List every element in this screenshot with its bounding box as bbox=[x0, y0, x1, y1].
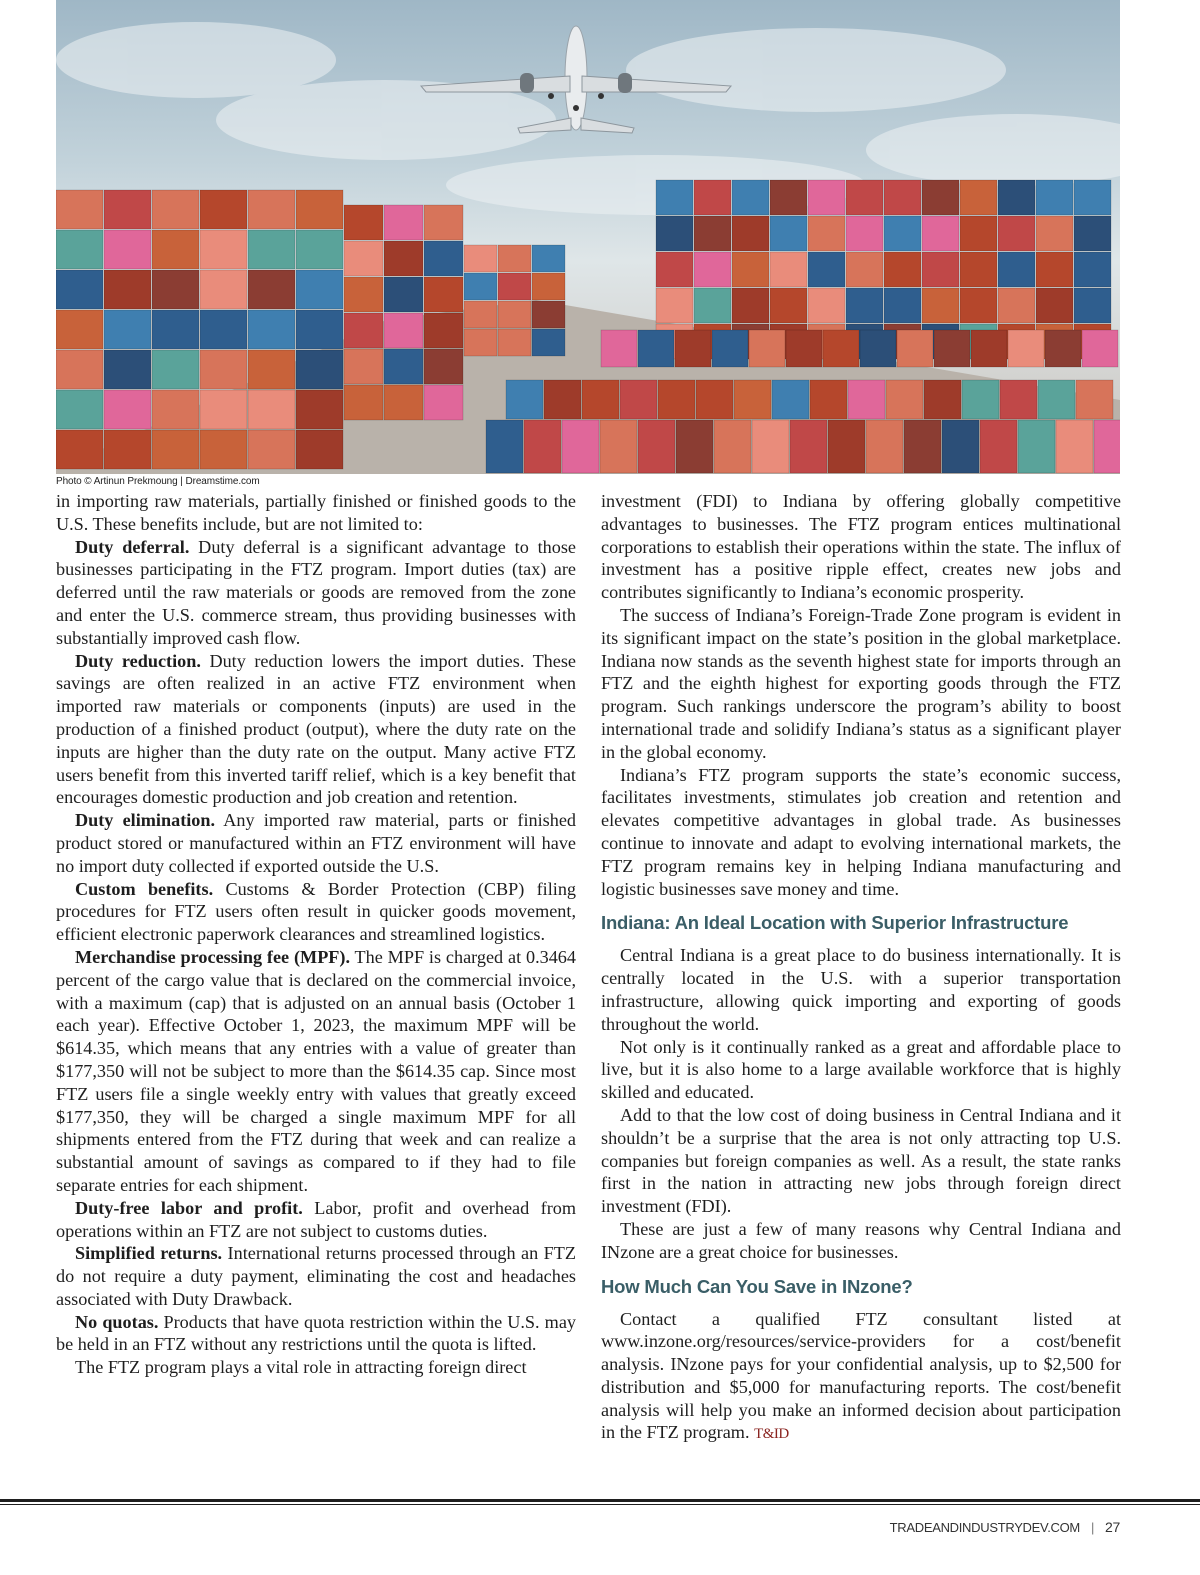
shipping-container bbox=[104, 270, 151, 309]
shipping-container bbox=[296, 390, 343, 429]
benefit-duty-free-labor bbox=[56, 1197, 576, 1243]
shipping-container bbox=[152, 230, 199, 269]
shipping-container bbox=[152, 430, 199, 469]
shipping-container bbox=[846, 252, 883, 287]
shipping-container bbox=[922, 252, 959, 287]
shipping-container bbox=[770, 216, 807, 251]
footer-rule-thin bbox=[0, 1504, 1200, 1505]
location-paragraph: Central Indiana is a great place to do business internationally. It is centrally located in the U.S. with a superior transportation infrastructure, allowing quick importing and exporting of goods throughout the world. bbox=[601, 945, 1121, 1034]
shipping-container bbox=[1074, 288, 1111, 323]
shipping-container bbox=[424, 277, 463, 312]
shipping-container bbox=[808, 288, 845, 323]
shipping-container bbox=[532, 301, 565, 328]
fdi-paragraph: investment (FDI) to Indiana by offering globally competitive advantages to businesses. The FTZ program entices multinational corporations to establish their operations within the state. The influx of investment has a positive ripple effect, creates new jobs and contributes significantly to Indiana’s economic prosperity. bbox=[601, 491, 1121, 603]
shipping-container bbox=[296, 270, 343, 309]
shipping-container bbox=[770, 252, 807, 287]
shipping-container bbox=[248, 390, 295, 429]
shipping-container bbox=[562, 420, 599, 473]
shipping-container bbox=[732, 180, 769, 215]
shipping-container bbox=[960, 288, 997, 323]
shipping-container bbox=[582, 380, 619, 419]
shipping-container bbox=[384, 385, 423, 420]
shipping-container bbox=[960, 252, 997, 287]
footer-separator: | bbox=[1090, 1520, 1095, 1535]
shipping-container bbox=[424, 349, 463, 384]
shipping-container bbox=[498, 273, 531, 300]
shipping-container bbox=[846, 216, 883, 251]
shipping-container bbox=[884, 180, 921, 215]
contact-paragraph bbox=[601, 1308, 1121, 1447]
shipping-container bbox=[344, 313, 383, 348]
benefit-no-quotas bbox=[56, 1311, 576, 1357]
right-column bbox=[601, 490, 1121, 1446]
shipping-container bbox=[848, 380, 885, 419]
shipping-container bbox=[897, 330, 933, 367]
shipping-container bbox=[424, 313, 463, 348]
benefit-text: Labor, profit and overhead from operations within an FTZ are not subject to customs duties. bbox=[56, 1197, 576, 1241]
hero-photo bbox=[56, 0, 1120, 474]
shipping-container bbox=[676, 420, 713, 473]
shipping-container bbox=[942, 420, 979, 473]
shipping-container bbox=[732, 216, 769, 251]
benefit-duty-deferral bbox=[56, 536, 576, 650]
shipping-container bbox=[152, 390, 199, 429]
shipping-container bbox=[506, 380, 543, 419]
benefit-mpf bbox=[56, 946, 576, 1197]
shipping-container bbox=[296, 230, 343, 269]
shipping-container bbox=[344, 241, 383, 276]
shipping-container bbox=[884, 252, 921, 287]
photo-credit: Photo © Artinun Prekmoung | Dreamstime.com bbox=[56, 476, 260, 487]
shipping-container bbox=[971, 330, 1007, 367]
shipping-container bbox=[601, 330, 637, 367]
shipping-container bbox=[1036, 180, 1073, 215]
shipping-container bbox=[344, 205, 383, 240]
shipping-container bbox=[498, 329, 531, 356]
section-heading-savings: How Much Can You Save in INzone? bbox=[601, 1275, 913, 1297]
shipping-container bbox=[638, 330, 674, 367]
shipping-container bbox=[658, 380, 695, 419]
success-paragraph: The success of Indiana’s Foreign-Trade Zone program is evident in its significant impact on the state’s position in the global marketplace. Indiana now stands as the seventh highest state for imports through an FTZ and the eighth highest for exporting goods through the FTZ program. Such rankings underscore the program’s ability to boost international trade and solidify Indiana’s status as a significant player in the global economy. bbox=[601, 604, 1121, 762]
shipping-container bbox=[656, 252, 693, 287]
shipping-container bbox=[860, 330, 896, 367]
shipping-container bbox=[656, 216, 693, 251]
shipping-container bbox=[749, 330, 785, 367]
shipping-container bbox=[200, 310, 247, 349]
shipping-container bbox=[104, 350, 151, 389]
shipping-container bbox=[960, 180, 997, 215]
benefit-custom-benefits bbox=[56, 878, 576, 946]
shipping-container bbox=[464, 329, 497, 356]
shipping-container bbox=[152, 270, 199, 309]
benefit-title: No quotas. bbox=[75, 1311, 159, 1332]
shipping-container bbox=[675, 330, 711, 367]
shipping-container bbox=[960, 216, 997, 251]
shipping-container bbox=[200, 190, 247, 229]
shipping-container bbox=[152, 310, 199, 349]
contact-text: Contact a qualified FTZ consultant listed at www.inzone.org/resources/service-providers for a cost/benefit analysis. INzone pays for your confidential analysis, up to $2,500 for distribution and $5,000 for manufacturing reports. The cost/benefit analysis will help you make an informed decision about participation in the FTZ program. bbox=[601, 1308, 1121, 1443]
shipping-container bbox=[886, 380, 923, 419]
benefit-duty-reduction bbox=[56, 650, 576, 810]
shipping-container bbox=[694, 216, 731, 251]
shipping-container bbox=[770, 288, 807, 323]
shipping-container bbox=[846, 288, 883, 323]
shipping-container bbox=[486, 420, 523, 473]
shipping-container bbox=[532, 273, 565, 300]
shipping-container bbox=[384, 277, 423, 312]
shipping-container bbox=[464, 301, 497, 328]
end-mark: T&ID bbox=[754, 1426, 789, 1443]
shipping-container bbox=[770, 180, 807, 215]
benefit-text: Products that have quota restriction within the U.S. may be held in an FTZ without any restrictions until the quota is lifted. bbox=[56, 1311, 576, 1355]
shipping-container bbox=[248, 350, 295, 389]
shipping-container bbox=[56, 390, 103, 429]
section-heading-location: Indiana: An Ideal Location with Superior Infrastructure bbox=[601, 912, 1069, 934]
shipping-container bbox=[922, 180, 959, 215]
shipping-container bbox=[656, 288, 693, 323]
shipping-container bbox=[104, 430, 151, 469]
benefit-title: Merchandise processing fee (MPF). bbox=[75, 946, 351, 967]
shipping-container bbox=[200, 430, 247, 469]
shipping-container bbox=[200, 350, 247, 389]
shipping-container bbox=[808, 180, 845, 215]
shipping-container bbox=[384, 349, 423, 384]
closing-paragraph: The FTZ program plays a vital role in attracting foreign direct bbox=[75, 1357, 527, 1378]
left-column bbox=[56, 490, 576, 1379]
shipping-container bbox=[790, 420, 827, 473]
shipping-container bbox=[248, 230, 295, 269]
benefit-title: Simplified returns. bbox=[75, 1243, 223, 1264]
shipping-container bbox=[248, 310, 295, 349]
shipping-container bbox=[846, 180, 883, 215]
shipping-container bbox=[104, 310, 151, 349]
benefit-text: Any imported raw material, parts or finished product stored or manufactured within an FTZ environment will have no import duty collected if exported outside the U.S. bbox=[56, 810, 576, 876]
shipping-container bbox=[823, 330, 859, 367]
footer-site: TRADEANDINDUSTRYDEV.COM bbox=[889, 1520, 1080, 1535]
shipping-container bbox=[998, 288, 1035, 323]
port-scene-illustration bbox=[56, 0, 1120, 474]
shipping-container bbox=[296, 350, 343, 389]
shipping-container bbox=[1094, 420, 1120, 473]
shipping-container bbox=[296, 310, 343, 349]
shipping-container bbox=[1018, 420, 1055, 473]
shipping-container bbox=[1056, 420, 1093, 473]
benefit-title: Custom benefits. bbox=[75, 878, 214, 899]
shipping-container bbox=[998, 180, 1035, 215]
footer-rule-thick bbox=[0, 1499, 1200, 1502]
shipping-container bbox=[296, 430, 343, 469]
shipping-container bbox=[934, 330, 970, 367]
shipping-container bbox=[600, 420, 637, 473]
shipping-container bbox=[56, 310, 103, 349]
shipping-container bbox=[464, 273, 497, 300]
shipping-container bbox=[498, 245, 531, 272]
shipping-container bbox=[734, 380, 771, 419]
shipping-container bbox=[866, 420, 903, 473]
shipping-container bbox=[904, 420, 941, 473]
benefit-title: Duty deferral. bbox=[75, 536, 190, 557]
shipping-container bbox=[544, 380, 581, 419]
shipping-container bbox=[732, 252, 769, 287]
shipping-container bbox=[922, 288, 959, 323]
shipping-container bbox=[922, 216, 959, 251]
shipping-container bbox=[1074, 216, 1111, 251]
benefit-title: Duty-free labor and profit. bbox=[75, 1197, 303, 1218]
shipping-container bbox=[532, 245, 565, 272]
benefit-text: Customs & Border Protection (CBP) filing procedures for FTZ users often result in quicker goods movement, efficient electronic paperwork clearances and streamlined logistics. bbox=[56, 878, 577, 945]
shipping-container bbox=[424, 205, 463, 240]
shipping-container bbox=[1045, 330, 1081, 367]
shipping-container bbox=[384, 313, 423, 348]
shipping-container bbox=[152, 350, 199, 389]
shipping-container bbox=[56, 190, 103, 229]
shipping-container bbox=[1082, 330, 1118, 367]
shipping-container bbox=[104, 230, 151, 269]
shipping-container bbox=[924, 380, 961, 419]
shipping-container bbox=[296, 190, 343, 229]
shipping-container bbox=[772, 380, 809, 419]
shipping-container bbox=[714, 420, 751, 473]
shipping-container bbox=[1038, 380, 1075, 419]
shipping-container bbox=[884, 216, 921, 251]
shipping-container bbox=[980, 420, 1017, 473]
shipping-container bbox=[424, 385, 463, 420]
shipping-container bbox=[752, 420, 789, 473]
shipping-container bbox=[884, 288, 921, 323]
benefit-title: Duty reduction. bbox=[75, 650, 201, 671]
shipping-container bbox=[732, 288, 769, 323]
shipping-container bbox=[808, 216, 845, 251]
shipping-container bbox=[962, 380, 999, 419]
shipping-container bbox=[694, 252, 731, 287]
benefit-text: International returns processed through an FTZ do not require a duty payment, eliminating the cost and headaches associated with Duty Drawback. bbox=[56, 1243, 576, 1309]
shipping-container bbox=[56, 350, 103, 389]
cost-paragraph: Add to that the low cost of doing business in Central Indiana and it shouldn’t be a surprise that the area is not only attracting top U.S. companies but foreign companies as well. As a result, the state ranks first in the nation in attracting new jobs through foreign direct investment (FDI). bbox=[601, 1104, 1121, 1217]
shipping-container bbox=[1008, 330, 1044, 367]
support-paragraph: Indiana’s FTZ program supports the state’s economic success, facilitates investments, stimulates job creation and retention and elevates competitive advantages in global trade. As businesses continue to innovate and adapt to evolving international markets, the FTZ program remains key in helping Indiana manufacturing and logistic businesses save money and time. bbox=[601, 764, 1121, 899]
benefit-text: The MPF is charged at 0.3464 percent of the cargo value that is declared on the commercial invoice, with a maximum (cap) that is adjusted on an annual basis (October 1 each year). Effective October 1, 2023, the maximum MPF will be $614.35, which means that any entries with a value of greater than $177,350 will not be subject to more than the $614.35 cap. Since most FTZ users file a single weekly entry with values that greatly exceed $177,350, they will be charged a single maximum MPF for all shipments entered from the FTZ during that week and can realize a substantial amount of savings as compared to if they had to file separate entries for each shipment. bbox=[56, 946, 576, 1195]
shipping-container bbox=[1074, 180, 1111, 215]
shipping-container bbox=[384, 205, 423, 240]
shipping-container bbox=[424, 241, 463, 276]
shipping-container bbox=[694, 288, 731, 323]
shipping-container bbox=[696, 380, 733, 419]
shipping-container bbox=[498, 301, 531, 328]
shipping-container bbox=[694, 180, 731, 215]
workforce-paragraph: Not only is it continually ranked as a great and affordable place to live, but it is also home to a large available workforce that is highly skilled and educated. bbox=[601, 1036, 1121, 1103]
shipping-container bbox=[464, 245, 497, 272]
shipping-container bbox=[344, 385, 383, 420]
shipping-container bbox=[200, 270, 247, 309]
shipping-container bbox=[200, 230, 247, 269]
shipping-container bbox=[104, 190, 151, 229]
shipping-container bbox=[998, 252, 1035, 287]
shipping-container bbox=[1000, 380, 1037, 419]
shipping-container bbox=[998, 216, 1035, 251]
shipping-container bbox=[56, 270, 103, 309]
shipping-container bbox=[810, 380, 847, 419]
page-footer bbox=[890, 1519, 1120, 1535]
shipping-container bbox=[104, 390, 151, 429]
shipping-container bbox=[656, 180, 693, 215]
shipping-container bbox=[712, 330, 748, 367]
shipping-container bbox=[524, 420, 561, 473]
shipping-container bbox=[1036, 216, 1073, 251]
shipping-container bbox=[532, 329, 565, 356]
benefit-text: Duty reduction lowers the import duties. These savings are often realized in an active FTZ environment when imported raw materials or components (inputs) are used in the production of a finished product (output), where the duty rate on the inputs are higher than the duty rate on the output. Many active FTZ users benefit from this inverted tariff relief, which is a key benefit that encourages domestic production and job creation and retention. bbox=[56, 650, 576, 808]
shipping-container bbox=[152, 190, 199, 229]
shipping-container bbox=[1036, 252, 1073, 287]
page-number: 27 bbox=[1105, 1519, 1120, 1535]
reasons-paragraph: These are just a few of many reasons why Central Indiana and INzone are a great choice for businesses. bbox=[601, 1218, 1121, 1262]
shipping-container bbox=[1076, 380, 1113, 419]
shipping-container bbox=[200, 390, 247, 429]
benefit-text: Duty deferral is a significant advantage to those businesses participating in the FTZ program. Import duties (tax) are deferred until the raw materials or goods are removed from the zone and enter the U.S. commerce stream, thus providing businesses with substantially improved cash flow. bbox=[56, 536, 576, 648]
shipping-container bbox=[384, 241, 423, 276]
shipping-container bbox=[808, 252, 845, 287]
shipping-container bbox=[1074, 252, 1111, 287]
shipping-container bbox=[786, 330, 822, 367]
shipping-container bbox=[344, 349, 383, 384]
benefit-title: Duty elimination. bbox=[75, 810, 216, 831]
shipping-container bbox=[638, 420, 675, 473]
benefit-simplified-returns bbox=[56, 1242, 576, 1310]
shipping-container bbox=[56, 230, 103, 269]
benefit-duty-elimination bbox=[56, 809, 576, 877]
shipping-container bbox=[248, 430, 295, 469]
shipping-container bbox=[828, 420, 865, 473]
intro-paragraph: in importing raw materials, partially finished or finished goods to the U.S. These benefits include, but are not limited to: bbox=[56, 491, 576, 534]
shipping-container bbox=[344, 277, 383, 312]
shipping-container bbox=[620, 380, 657, 419]
shipping-container bbox=[248, 190, 295, 229]
shipping-container bbox=[56, 430, 103, 469]
shipping-container bbox=[248, 270, 295, 309]
shipping-container bbox=[1036, 288, 1073, 323]
